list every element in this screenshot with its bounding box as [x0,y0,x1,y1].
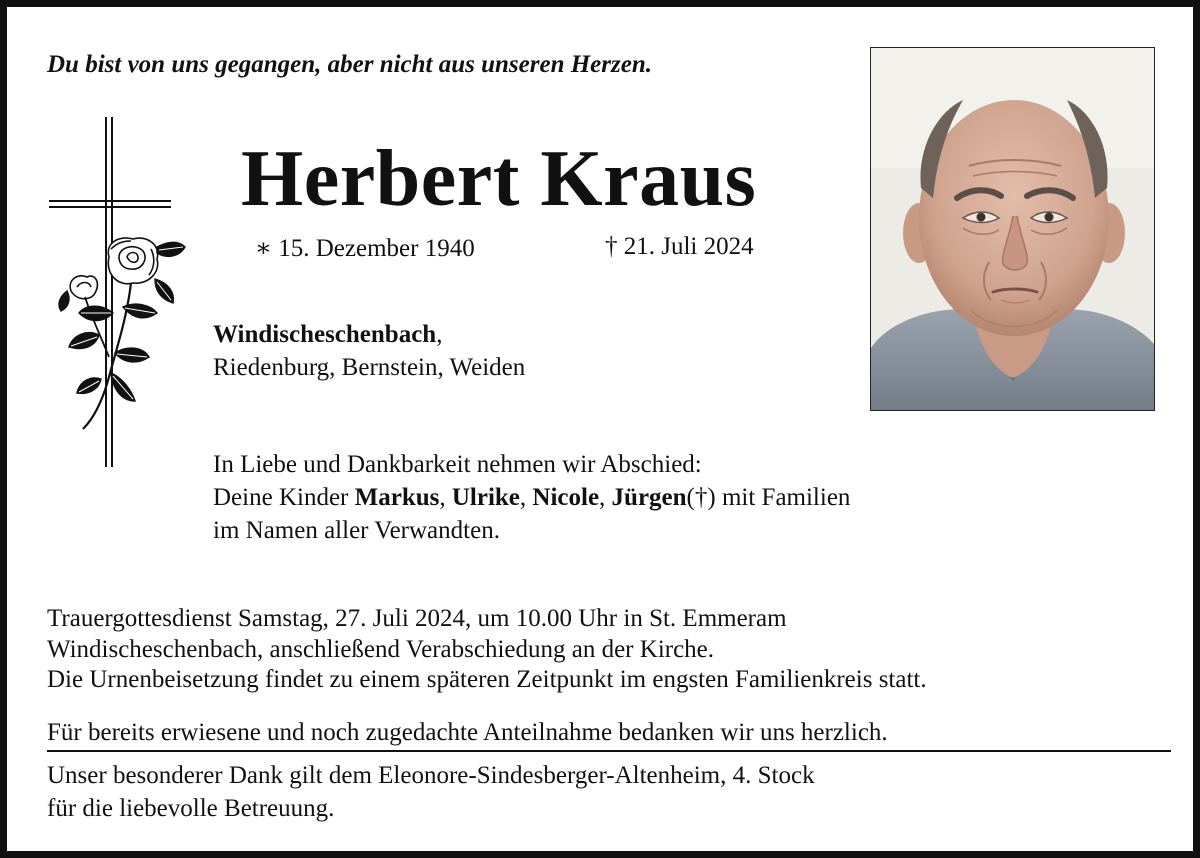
birth-date: 15. Dezember 1940 [278,235,475,262]
other-places: Riedenburg, Bernstein, Weiden [213,354,526,381]
children-separator: , [599,484,612,511]
cross-with-rose-icon [39,107,189,467]
special-thanks-line: für die liebevolle Betreuung. [47,795,335,822]
home-town-comma: , [436,321,443,348]
divider-line [47,750,1171,752]
child-name: Markus [354,484,440,511]
deceased-name: Herbert Kraus [241,135,757,223]
children-suffix: mit Familien [715,484,851,511]
service-line: Trauergottesdienst Samstag, 27. Juli 2024, um 10.00 Uhr in St. Emmeram [47,605,787,632]
death-cross-icon: † [605,233,618,260]
birth-line [255,233,475,263]
relatives-line: im Namen aller Verwandten. [213,517,500,544]
service-info [47,604,927,696]
children-separator: , [439,484,452,511]
children-prefix: Deine Kinder [213,484,355,511]
special-thanks-line: Unser besonderer Dank gilt dem Eleonore-Sindesberger-Altenheim, 4. Stock [47,762,815,789]
farewell-block [213,448,850,547]
death-line [605,233,754,261]
portrait-photo [870,47,1155,411]
service-line: Windischeschenbach, anschließend Verabschiedung an der Kirche. [47,635,715,663]
service-line: Die Urnenbeisetzung findet zu einem späteren Zeitpunkt im engsten Familienkreis statt. [47,666,927,693]
places-block [213,318,525,384]
portrait-image [871,48,1154,410]
child-name: Jürgen [611,484,687,511]
child-name: Nicole [532,484,600,511]
death-date: 21. Juli 2024 [623,233,754,260]
motto-quote: Du bist von uns gegangen, aber nicht aus unseren Herzen. [47,51,652,78]
places-line-1 [213,318,525,351]
birth-star-icon: ∗ [255,235,272,262]
children-separator: , [519,484,533,511]
special-thanks [47,759,815,825]
home-town: Windischeschenbach [213,321,437,348]
deceased-mark: (†) [686,484,716,511]
child-name: Ulrike [451,484,520,511]
thanks-line: Für bereits erwiesene und noch zugedachte Anteilnahme bedanken wir uns herzlich. [47,719,888,746]
children-line [213,481,850,514]
farewell-intro: In Liebe und Dankbarkeit nehmen wir Abschied: [213,451,702,478]
